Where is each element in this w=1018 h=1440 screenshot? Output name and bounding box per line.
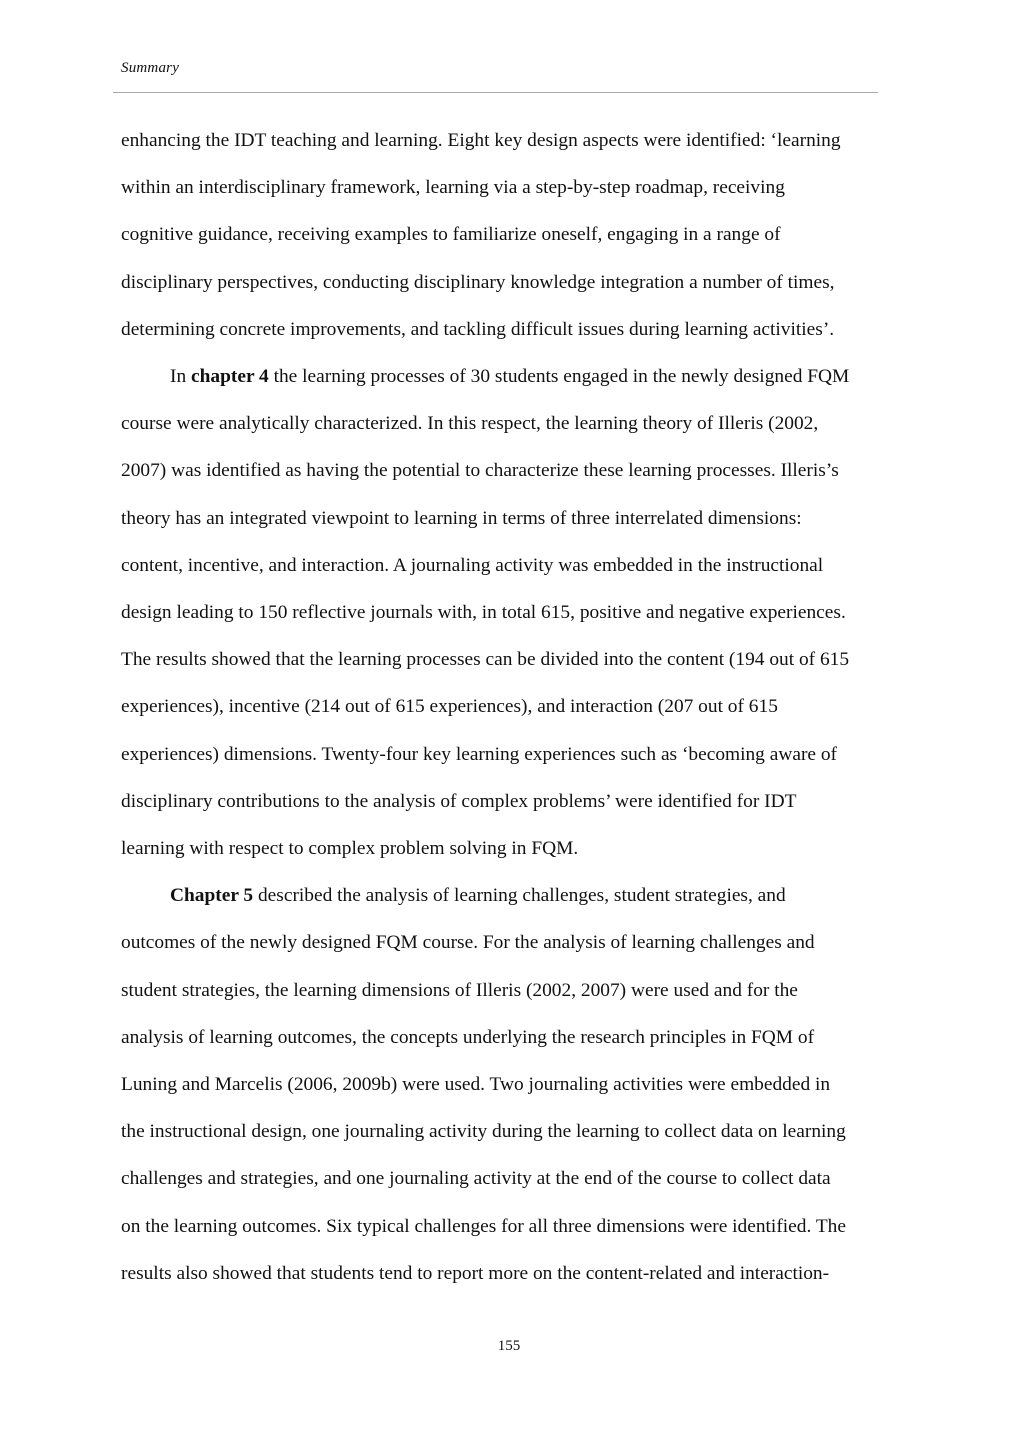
header-rule (113, 92, 878, 93)
lead-in-text: In (170, 366, 192, 388)
chapter-5-term: Chapter 5 (170, 885, 254, 907)
text-line: experiences) dimensions. Twenty-four key learning experiences such as ‘becoming aware of (121, 743, 838, 765)
text-line: outcomes of the newly designed FQM course. For the analysis of learning challenges and (121, 932, 815, 954)
text-line: enhancing the IDT teaching and learning. Eight key design aspects were identified: ‘learning (121, 130, 841, 151)
text-line (121, 872, 896, 919)
text-line: 2007) was identified as having the potential to characterize these learning processes. Illeris’s (121, 460, 839, 482)
text-line: theory has an integrated viewpoint to learning in terms of three interrelated dimensions: (121, 507, 802, 529)
text-line: results also showed that students tend to report more on the content-related and interaction- (121, 1262, 830, 1284)
text-line: within an interdisciplinary framework, learning via a step-by-step roadmap, receiving (121, 177, 785, 199)
text-fragment: the learning processes of 30 students engaged in the newly designed FQM (268, 366, 850, 388)
text-line: cognitive guidance, receiving examples to familiarize oneself, engaging in a range of (121, 224, 781, 246)
body-text (121, 117, 896, 1297)
text-line (121, 353, 896, 400)
text-line: analysis of learning outcomes, the concepts underlying the research principles in FQM of (121, 1026, 815, 1048)
text-line: content, incentive, and interaction. A journaling activity was embedded in the instructional (121, 554, 824, 576)
text-line: experiences), incentive (214 out of 615 experiences), and interaction (207 out of 615 (121, 696, 778, 718)
text-line: student strategies, the learning dimensions of Illeris (2002, 2007) were used and for the (121, 979, 798, 1001)
text-line: design leading to 150 reflective journals with, in total 615, positive and negative experiences. (121, 602, 846, 624)
chapter-4-term: chapter 4 (191, 366, 269, 388)
text-line: disciplinary perspectives, conducting disciplinary knowledge integration a number of times, (121, 271, 835, 293)
paragraph-continued (121, 117, 896, 353)
text-fragment: described the analysis of learning challenges, student strategies, and (253, 885, 786, 907)
text-line: Luning and Marcelis (2006, 2009b) were used. Two journaling activities were embedded in (121, 1074, 831, 1096)
paragraph-chapter-5 (121, 872, 896, 1297)
text-line: the instructional design, one journaling activity during the learning to collect data on learning (121, 1121, 846, 1143)
text-line: challenges and strategies, and one journaling activity at the end of the course to collect data (121, 1168, 831, 1190)
text-line: learning with respect to complex problem solving in FQM. (121, 838, 579, 860)
text-line: course were analytically characterized. In this respect, the learning theory of Illeris (2002, (121, 413, 819, 435)
text-line: disciplinary contributions to the analysis of complex problems’ were identified for IDT (121, 790, 797, 812)
page-number: 155 (497, 1338, 521, 1354)
paragraph-chapter-4 (121, 353, 896, 872)
text-line: determining concrete improvements, and tackling difficult issues during learning activities’. (121, 318, 835, 340)
text-line: The results showed that the learning processes can be divided into the content (194 out of 615 (121, 649, 850, 671)
text-line: on the learning outcomes. Six typical challenges for all three dimensions were identified. The (121, 1215, 846, 1237)
running-head: Summary (121, 60, 180, 76)
